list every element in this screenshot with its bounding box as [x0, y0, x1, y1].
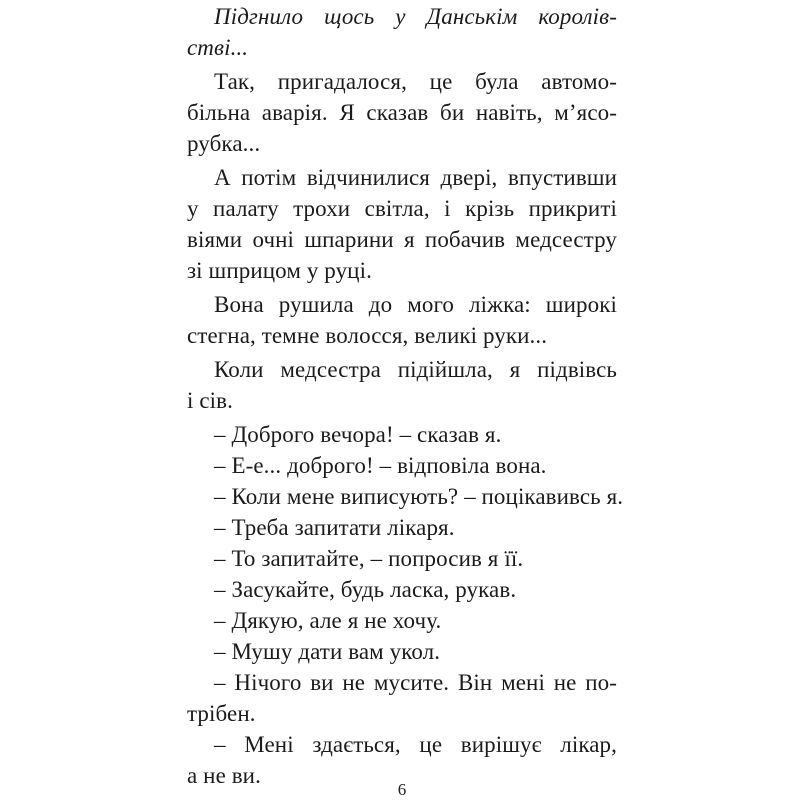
dialogue-line: – Дякую, але я не хочу.	[214, 608, 442, 633]
dialogue-line: – Е-е... доброго! – відповіла вона.	[214, 453, 547, 478]
text-line: зі шприцом у руці.	[187, 258, 372, 283]
dialogue-line: а не ви.	[187, 763, 261, 788]
text-line: стегна, темне волосся, великі руки...	[187, 323, 548, 348]
dialogue-line: – Засукайте, будь ласка, рукав.	[214, 577, 517, 602]
text-line: у палату трохи світла, і крізь прикриті	[187, 196, 617, 221]
text-line: Так, пригадалося, це була автомо-	[214, 69, 617, 94]
dialogue-line: – Треба запитати лікаря.	[214, 515, 455, 540]
dialogue-line: трібен.	[187, 701, 256, 726]
text-line: Підгнило щось у Данськім королів-	[214, 4, 617, 29]
dialogue-line: – Мушу дати вам укол.	[214, 639, 441, 664]
page-number: 6	[397, 780, 407, 799]
text-line: віями очні шпарини я побачив медсестру	[187, 227, 617, 252]
text-line: стві...	[187, 35, 249, 60]
dialogue-line: – Доброго вечора! – сказав я.	[214, 422, 502, 447]
dialogue-line: – Нічого ви не мусите. Він мені не по-	[214, 670, 617, 695]
text-line: і сів.	[187, 388, 233, 413]
text-line: Коли медсестра підійшла, я підвівсь	[214, 357, 617, 382]
dialogue-line: – То запитайте, – попросив я її.	[214, 546, 524, 571]
text-line: А потім відчинилися двері, впустивши	[214, 165, 617, 190]
text-line: більна аварія. Я сказав би навіть, м’ясо-	[187, 100, 617, 125]
dialogue-line: – Мені здається, це вирішує лікар,	[214, 732, 617, 757]
dialogue-line: – Коли мене виписують? – поцікавивсь я.	[214, 484, 624, 509]
text-line: Вона рушила до мого ліжка: широкі	[214, 292, 617, 317]
text-line: рубка...	[187, 131, 261, 156]
book-page	[187, 0, 624, 800]
